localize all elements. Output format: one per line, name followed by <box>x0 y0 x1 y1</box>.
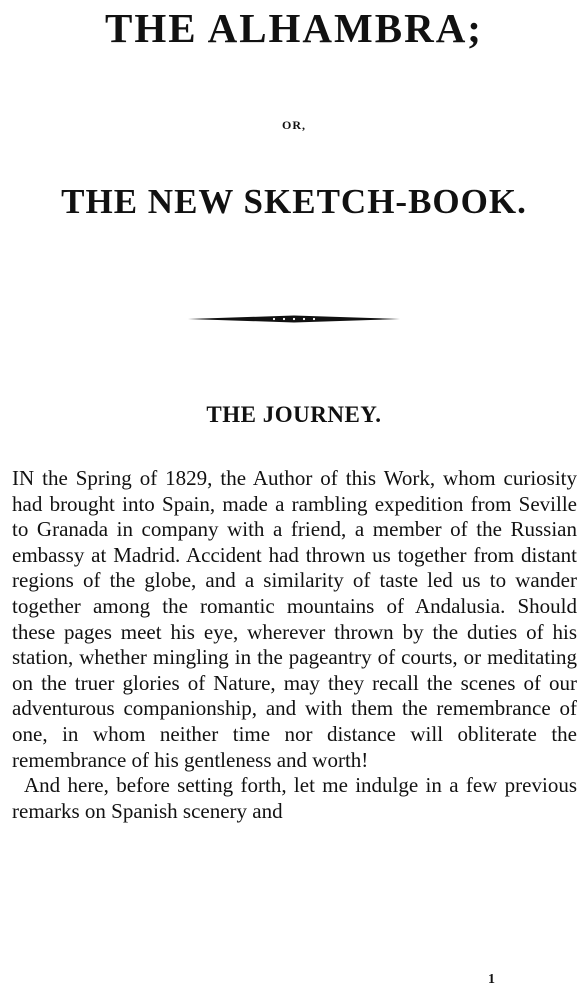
book-subtitle: THE NEW SKETCH-BOOK. <box>61 182 527 221</box>
paragraph-1: IN the Spring of 1829, the Author of this Work, whom curiosity had brought into Spain, made a rambling expedition from Seville to Granada in company with a friend, a member of the Russian embassy at Madrid. Accident had thrown us together from distant regions of the globe, and a similarity of taste led us to wander together among the romantic mountains of Andalusia. Should these pages meet his eye, wherever thrown by the duties of his station, whether mingling in the pageantry of courts, or meditating on the truer glories of Nature, may they recall the scenes of our adventurous companionship, and with them the remembrance of one, in whom neither time nor distance will obliterate the remembrance of his gentleness and worth! <box>12 466 577 772</box>
ornamental-rule <box>188 312 400 326</box>
page-number: 1 <box>488 972 495 987</box>
book-title: THE ALHAMBRA; <box>105 5 483 51</box>
paragraph-2: And here, before setting forth, let me indulge in a few previous remarks on Spanish scenery and <box>12 773 577 823</box>
chapter-heading: THE JOURNEY. <box>206 402 382 427</box>
body-text <box>12 466 577 824</box>
title-connector: OR, <box>282 118 306 132</box>
